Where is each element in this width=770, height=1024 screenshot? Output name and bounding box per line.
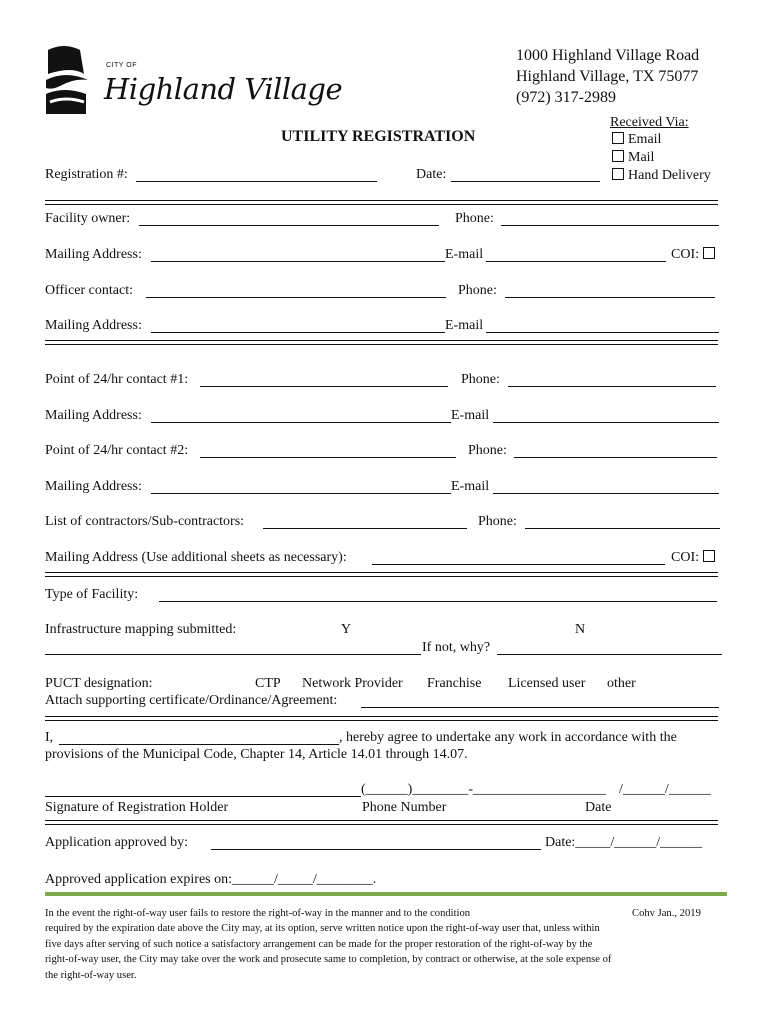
- city-logo: [44, 44, 343, 116]
- if-not-label: If not, why?: [422, 640, 491, 655]
- puct-licensed-user[interactable]: Licensed user: [508, 676, 586, 691]
- approved-by-field[interactable]: [211, 835, 541, 850]
- received-via-title: Received Via:: [610, 115, 689, 130]
- if-not-field[interactable]: [497, 640, 722, 655]
- mailing-additional-field[interactable]: [372, 550, 665, 565]
- divider: [45, 572, 718, 577]
- officer-phone-field[interactable]: [505, 283, 715, 298]
- contact1-email-field[interactable]: [493, 408, 719, 423]
- address-line2: Highland Village, TX 75077: [516, 68, 699, 85]
- officer-phone-label: Phone:: [458, 283, 497, 298]
- address-line1: 1000 Highland Village Road: [516, 47, 700, 64]
- puct-label: PUCT designation:: [45, 676, 153, 691]
- registration-field[interactable]: [136, 167, 377, 182]
- mapping-no[interactable]: N: [575, 622, 586, 637]
- contractors-label: List of contractors/Sub-contractors:: [45, 514, 245, 529]
- owner-phone-label: Phone:: [455, 211, 494, 226]
- officer-contact-field[interactable]: [146, 283, 446, 298]
- mailing-address-label: Mailing Address:: [45, 247, 142, 262]
- contact2-mailing-label: Mailing Address:: [45, 479, 142, 494]
- mapping-label: Infrastructure mapping submitted:: [45, 622, 237, 637]
- contact1-field[interactable]: [200, 372, 448, 387]
- contact1-label: Point of 24/hr contact #1:: [45, 372, 189, 387]
- footer-notice: [45, 906, 720, 983]
- logo-mark-icon: [44, 44, 106, 116]
- footer-line3: five days after serving of such notice a satisfactory arrangement can be made for the proper restoration of the right-of-way by the: [45, 938, 593, 950]
- date-label: Date:: [416, 167, 447, 182]
- contractors-field[interactable]: [263, 514, 467, 529]
- mapping-reason-field[interactable]: [45, 640, 421, 655]
- logo-small-text: CITY OF: [106, 62, 137, 69]
- received-via-mail[interactable]: Mail: [612, 150, 654, 166]
- signature-phone-field[interactable]: (______)________-___________________: [361, 782, 606, 797]
- coi2-checkbox[interactable]: [703, 550, 715, 562]
- logo-name: Highland Village: [104, 72, 343, 106]
- officer-mailing-field[interactable]: [151, 318, 445, 333]
- form-title: UTILITY REGISTRATION: [281, 128, 476, 145]
- owner-email-field[interactable]: [486, 247, 666, 262]
- facility-type-field[interactable]: [159, 587, 717, 602]
- footer-line5: the right-of-way user.: [45, 969, 137, 981]
- signature-date-label: Date: [585, 800, 612, 815]
- registration-label: Registration #:: [45, 167, 128, 182]
- puct-other[interactable]: other: [607, 676, 636, 691]
- email-checkbox[interactable]: [612, 132, 624, 144]
- contact2-email-label: E-mail: [451, 479, 490, 494]
- green-divider: [45, 892, 727, 896]
- footer-line4: right-of-way user, the City may take over the work and prosecute same to completion, by contract or otherwise, at the sole expense of: [45, 954, 612, 966]
- approval-date-field[interactable]: Date:_____/______/______: [545, 835, 703, 850]
- signature-holder-label: Signature of Registration Holder: [45, 800, 229, 815]
- contact2-label: Point of 24/hr contact #2:: [45, 443, 189, 458]
- mapping-yes[interactable]: Y: [341, 622, 352, 637]
- coi-checkbox[interactable]: [703, 247, 715, 259]
- owner-mailing-field[interactable]: [151, 247, 445, 262]
- signature-phone-label: Phone Number: [362, 800, 447, 815]
- puct-ctp[interactable]: CTP: [255, 676, 281, 691]
- facility-owner-field[interactable]: [139, 211, 439, 226]
- contact2-phone-label: Phone:: [468, 443, 507, 458]
- contact1-phone-label: Phone:: [461, 372, 500, 387]
- agreement-name-field[interactable]: [59, 730, 339, 745]
- puct-franchise[interactable]: Franchise: [427, 676, 482, 691]
- contact1-mailing-label: Mailing Address:: [45, 408, 142, 423]
- agreement-text1: , hereby agree to undertake any work in accordance with the: [339, 730, 677, 745]
- officer-email-label: E-mail: [445, 318, 484, 333]
- approved-by-label: Application approved by:: [45, 835, 189, 850]
- city-phone: (972) 317-2989: [516, 89, 616, 106]
- owner-email-label: E-mail: [445, 247, 484, 262]
- divider: [45, 820, 718, 825]
- officer-mailing-label: Mailing Address:: [45, 318, 142, 333]
- contact2-email-field[interactable]: [493, 479, 719, 494]
- contractors-phone-field[interactable]: [525, 514, 720, 529]
- mail-checkbox[interactable]: [612, 150, 624, 162]
- owner-phone-field[interactable]: [501, 211, 719, 226]
- contact2-mailing-field[interactable]: [151, 479, 451, 494]
- facility-type-label: Type of Facility:: [45, 587, 139, 602]
- received-via-email[interactable]: Email: [612, 132, 661, 148]
- contact2-field[interactable]: [200, 443, 456, 458]
- agreement-prefix: I,: [45, 730, 54, 745]
- coi-label[interactable]: COI:: [671, 247, 719, 263]
- puct-network-provider[interactable]: Network Provider: [302, 676, 403, 691]
- mailing-additional-label: Mailing Address (Use additional sheets as necessary):: [45, 550, 347, 565]
- footer-line2: required by the expiration date above the City may, at its option, serve written notice upon the right-of-way user that, unless within: [45, 923, 600, 935]
- contact1-mailing-field[interactable]: [151, 408, 451, 423]
- contact1-email-label: E-mail: [451, 408, 490, 423]
- divider: [45, 340, 718, 345]
- facility-owner-label: Facility owner:: [45, 211, 131, 226]
- contractors-phone-label: Phone:: [478, 514, 517, 529]
- attach-field[interactable]: [361, 693, 719, 708]
- footer-line1: In the event the right-of-way user fails to restore the right-of-way in the manner and to the condition: [45, 908, 471, 919]
- divider: [45, 716, 718, 721]
- contact1-phone-field[interactable]: [508, 372, 716, 387]
- signature-date-field[interactable]: /______/______: [619, 782, 711, 797]
- attach-label: Attach supporting certificate/Ordinance/Agreement:: [45, 693, 338, 708]
- coi2-label[interactable]: COI:: [671, 550, 719, 566]
- divider: [45, 200, 718, 205]
- signature-field[interactable]: [45, 782, 361, 797]
- received-via-hand[interactable]: Hand Delivery: [612, 168, 711, 184]
- footer-revision: Cohv Jan., 2019: [632, 908, 701, 919]
- date-field[interactable]: [451, 167, 600, 182]
- contact2-phone-field[interactable]: [514, 443, 717, 458]
- expires-field[interactable]: Approved application expires on:______/_____/________.: [45, 872, 377, 887]
- officer-email-field[interactable]: [486, 318, 719, 333]
- agreement-text2: provisions of the Municipal Code, Chapter 14, Article 14.01 through 14.07.: [45, 747, 468, 762]
- officer-contact-label: Officer contact:: [45, 283, 133, 298]
